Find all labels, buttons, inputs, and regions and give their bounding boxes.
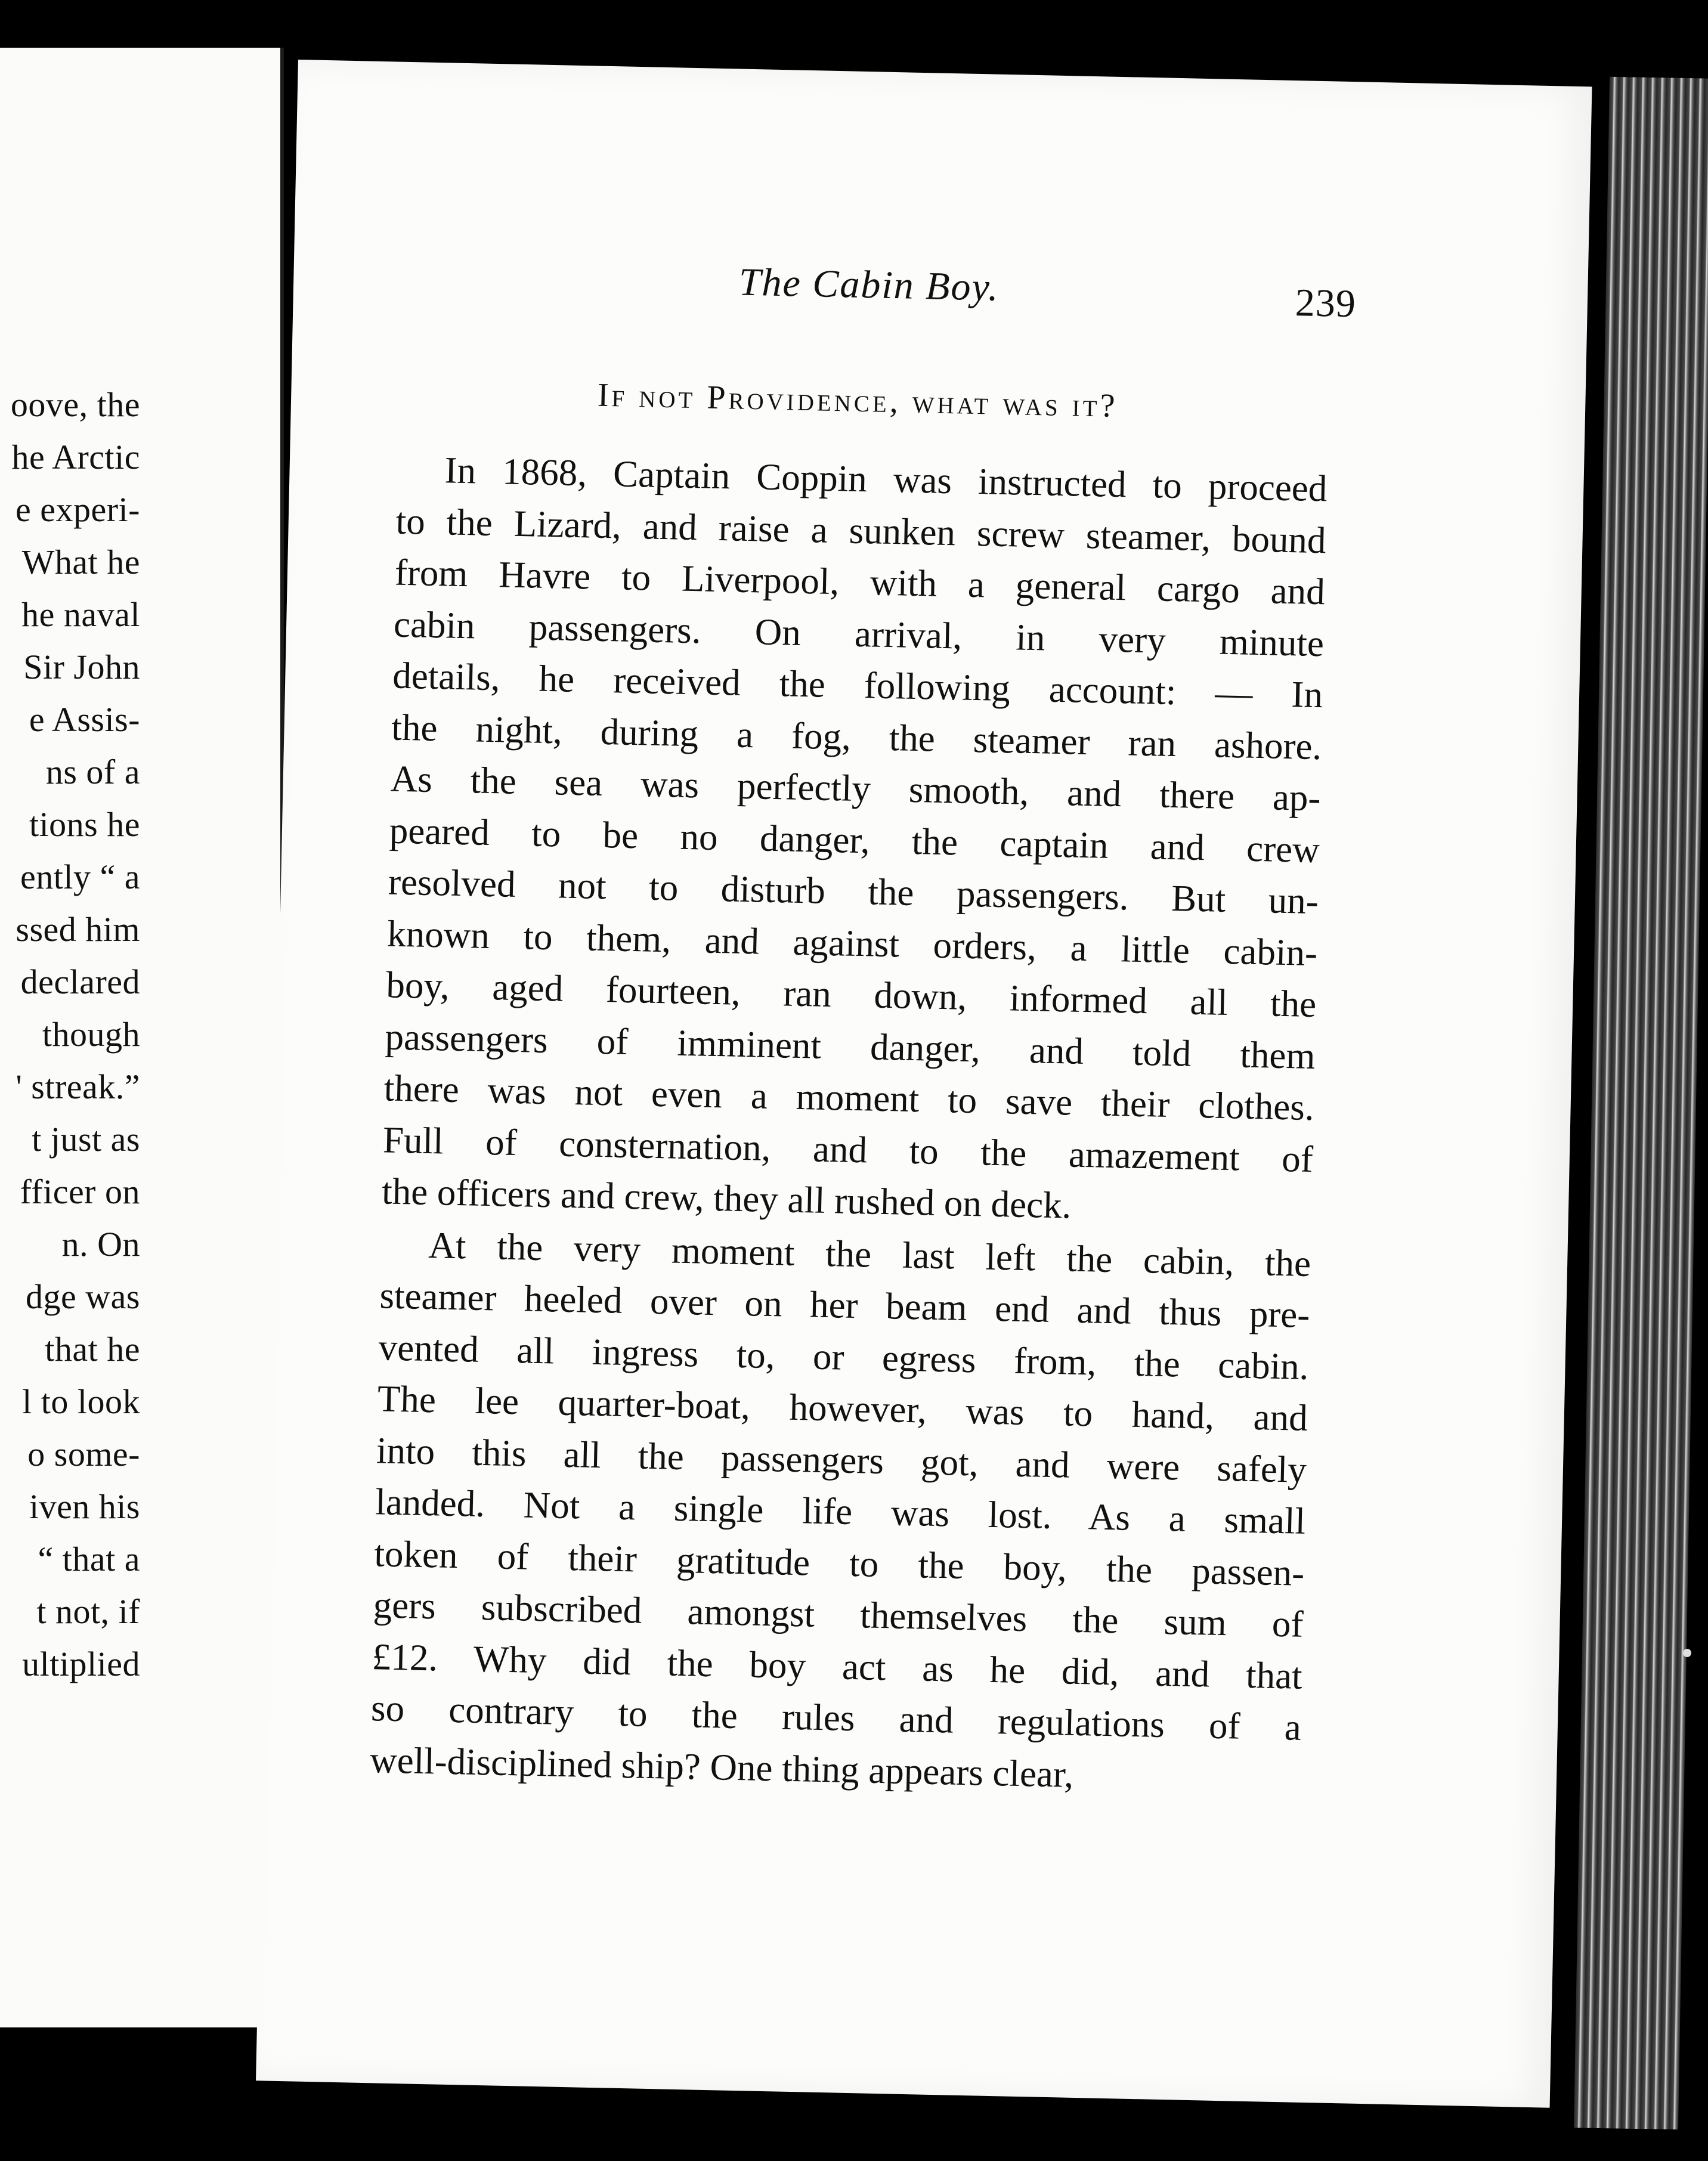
left-page [0, 48, 284, 2027]
text-line: into this all the passengers got, and were safely [376, 1429, 1307, 1491]
left-page-line: ssed him [16, 910, 140, 949]
text-line: peared to be no danger, the captain and crew [389, 809, 1320, 871]
left-page-line: e experi- [16, 490, 140, 529]
left-page-line: declared [20, 962, 140, 1001]
page-number: 239 [1295, 281, 1357, 326]
left-page-line: iven his [29, 1487, 140, 1526]
left-page-line: oove, the [10, 385, 140, 424]
left-page-line: “ that a [38, 1540, 140, 1578]
text-line: Full of consternation, and to the amazement of [382, 1118, 1314, 1180]
left-page-line: ns of a [45, 753, 140, 791]
left-page-line: n. On [61, 1225, 140, 1264]
text-line: the night, during a fog, the steamer ran ashore. [391, 706, 1322, 767]
left-page-line: ultiplied [22, 1645, 140, 1683]
text-line: cabin passengers. On arrival, in very minute [393, 603, 1325, 664]
left-page-line: Sir John [23, 648, 140, 686]
text-line: As the sea was perfectly smooth, and there ap- [390, 757, 1322, 819]
text-line: landed. Not a single life was lost. As a small [375, 1481, 1306, 1542]
left-page-line: e Assis- [29, 700, 140, 739]
left-page-line: dge was [26, 1277, 140, 1316]
left-page-line: tions he [29, 805, 140, 844]
left-page-line: l to look [22, 1382, 140, 1421]
left-page-line: that he [45, 1330, 140, 1369]
left-page-line: t not, if [36, 1592, 140, 1631]
scan-speck [1683, 1649, 1691, 1657]
text-line: the officers and crew, they all rushed on deck. [381, 1170, 1072, 1227]
text-line: boy, aged fourteen, ran down, informed all the [385, 964, 1317, 1026]
text-line: vented all ingress to, or egress from, the cabin. [378, 1326, 1310, 1388]
right-page [256, 60, 1592, 2108]
text-line: gers subscribed amongst themselves the sum of [373, 1584, 1304, 1645]
left-page-line: ently “ a [20, 857, 140, 896]
text-line: At the very moment the last left the cabin, the [428, 1224, 1311, 1284]
page-edges [1574, 77, 1708, 2130]
left-page-line: though [42, 1015, 140, 1054]
left-page-line: What he [21, 543, 140, 581]
paragraph [369, 1218, 1311, 1805]
text-line: well-disciplined ship? One thing appears clear, [369, 1738, 1074, 1795]
text-line: so contrary to the rules and regulations of a [370, 1687, 1302, 1748]
body-text [369, 444, 1328, 1805]
left-page-line: o some- [27, 1435, 140, 1473]
text-line: passengers of imminent danger, and told them [384, 1015, 1316, 1077]
text-line: from Havre to Liverpool, with a general cargo and [394, 551, 1326, 613]
text-line: resolved not to disturb the passengers. But un- [388, 860, 1319, 922]
left-page-line: ' streak.” [16, 1067, 140, 1106]
left-page-line: t just as [32, 1120, 140, 1159]
text-line: there was not even a moment to save their clothes. [383, 1067, 1315, 1129]
text-line: In 1868, Captain Coppin was instructed to proceed [444, 449, 1328, 510]
section-heading: If not Providence, what was it? [597, 376, 1119, 425]
text-line: token of their gratitude to the boy, the passen- [373, 1532, 1305, 1594]
left-page-line: fficer on [20, 1172, 140, 1211]
paragraph [381, 444, 1328, 1237]
text-line: £12. Why did the boy act as he did, and that [372, 1635, 1303, 1697]
text-line: steamer heeled over on her beam end and thus pre- [379, 1274, 1311, 1336]
text-line: to the Lizard, and raise a sunken screw steamer, bound [395, 500, 1327, 561]
text-line: details, he received the following account: — In [392, 654, 1323, 716]
running-head: The Cabin Boy. [738, 260, 1000, 309]
left-page-line: he Arctic [11, 438, 140, 476]
text-line: The lee quarter-boat, however, was to hand, and [377, 1377, 1308, 1439]
text-line: known to them, and against orders, a little cabin- [386, 912, 1318, 974]
left-page-text [0, 379, 280, 1691]
left-page-line: he naval [21, 595, 140, 634]
